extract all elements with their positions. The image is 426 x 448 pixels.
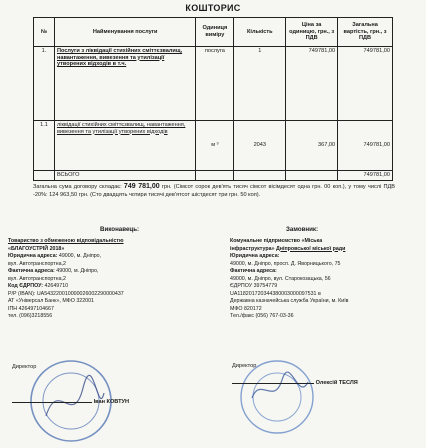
legal-address-label: Юридична адреса: bbox=[230, 253, 280, 260]
customer-signature-line bbox=[232, 380, 412, 386]
edrpou-code: ЄДРПОУ 39754779 bbox=[230, 283, 278, 290]
customer-stamp bbox=[238, 358, 316, 436]
header-cell: Ціна за одиницю, грн., з ПДВ bbox=[286, 18, 338, 47]
legal-address: 49000, м. Дніпро, просп. Д. Яворницького, 75 bbox=[230, 260, 341, 267]
ipn: ІПН 426497104667 bbox=[8, 305, 54, 312]
sum-amount: 749 781,00 bbox=[123, 183, 160, 190]
total-price: 749781,00 bbox=[338, 121, 393, 171]
table-header-row bbox=[34, 18, 393, 47]
edrpou-label: Код ЄДРПОУ: bbox=[8, 283, 44, 290]
customer-director-name: Олексій ТЕСЛЯ bbox=[315, 380, 358, 386]
customer-heading: Замовник: bbox=[286, 226, 319, 233]
header-cell: № bbox=[34, 18, 55, 47]
estimate-table bbox=[33, 17, 393, 181]
customer-name-2: інфраструктура» bbox=[230, 245, 275, 252]
actual-address-label: Фактична адреса: bbox=[8, 268, 55, 275]
legal-street: вул. Автотранспортна,2 bbox=[8, 260, 66, 267]
quantity bbox=[234, 171, 286, 181]
customer-name: Комунальне підприємство «Міська bbox=[230, 238, 323, 244]
quantity: 2043 bbox=[234, 121, 286, 171]
header-cell: Одиниця виміру bbox=[196, 18, 234, 47]
grand-total: 749781,00 bbox=[338, 171, 393, 181]
header-cell: Загальна вартість, грн., з ПДВ bbox=[338, 18, 393, 47]
unit bbox=[196, 171, 234, 181]
service-name: Послуги з ліквідації стихійних сміттєзвалищ, навантаження, вивезення та утилізації утворених відходів в т.ч. bbox=[54, 47, 195, 121]
sum-text: грн. (Сімсот сорок дев'ять тисяч сімсот вісімдесят одна грн. 00 коп.), у тому числі ПДВ -20%: 124 963,50 грн. (Сто двадцять чотири тисячі дев'ятсот шістдесят три грн. 50 коп). bbox=[33, 184, 395, 198]
document-title: КОШТОРИС bbox=[185, 3, 241, 13]
edrpou-code: 42649710 bbox=[44, 283, 69, 290]
customer-director-label: Директор bbox=[232, 363, 257, 369]
row-number: 1. bbox=[34, 47, 55, 121]
bank: АТ «Універсал Банк», МФО 322001 bbox=[8, 298, 95, 305]
treasury: Державна казначейська служба України, м. Київ bbox=[230, 298, 349, 305]
row-number bbox=[34, 171, 55, 181]
sum-prefix: Загальна сума договору складає: bbox=[33, 184, 122, 190]
mfo: МФО 820172 bbox=[230, 305, 262, 312]
actual-address: 49000, м. Дніпро, вул. Старокозацька, 56 bbox=[230, 275, 331, 282]
total-label: ВСЬОГО bbox=[54, 171, 195, 181]
executor-director-name: Іван КОВТУН bbox=[93, 399, 130, 405]
total-price: 749781,00 bbox=[338, 47, 393, 121]
phone: тел. (096)3218556 bbox=[8, 313, 53, 320]
unit: послуга bbox=[196, 47, 234, 121]
phone: Тел./факс (056) 767-03-36 bbox=[230, 313, 294, 320]
legal-address-label: Юридична адреса: bbox=[8, 253, 58, 260]
unit: м ³ bbox=[196, 121, 234, 171]
header-cell: Кількість bbox=[234, 18, 286, 47]
table-row bbox=[34, 121, 393, 171]
row-number: 1.1 bbox=[34, 121, 55, 171]
unit-price bbox=[286, 171, 338, 181]
executor-name: Товариство з обмеженою відповідальністю bbox=[8, 238, 124, 244]
legal-address: 49000, м. Дніпро, bbox=[58, 253, 102, 260]
actual-address-label: Фактична адреса: bbox=[230, 268, 277, 275]
iban: Р/Р (IBAN): UA543220010000026002290000437 bbox=[8, 290, 124, 297]
executor-details bbox=[8, 238, 208, 321]
unit-price: 367,00 bbox=[286, 121, 338, 171]
actual-street: вул. Автотранспортна,2 bbox=[8, 275, 66, 282]
table-total-row bbox=[34, 171, 393, 181]
table-row bbox=[34, 47, 393, 121]
quantity: 1 bbox=[234, 47, 286, 121]
unit-price: 749781,00 bbox=[286, 47, 338, 121]
header-cell: Найменування послуги bbox=[54, 18, 195, 47]
customer-name-3: Дніпровської міської ради bbox=[276, 245, 346, 252]
service-name: ліквідації стихійних сміттєзвалищ, навантаження, вивезення та утилізації утворених відходів bbox=[54, 121, 195, 171]
contract-sum-paragraph bbox=[33, 182, 395, 200]
executor-name-2: «БЛАГОУСТРІЙ 2018» bbox=[8, 245, 65, 252]
account: UA118201720344380003000097531 в bbox=[230, 290, 321, 297]
actual-address: 49000, м. Дніпро, bbox=[56, 268, 99, 275]
executor-director-label: Директор bbox=[12, 364, 37, 370]
executor-signature-line bbox=[12, 399, 160, 405]
customer-details bbox=[230, 238, 422, 321]
executor-heading: Виконавець: bbox=[100, 226, 140, 233]
